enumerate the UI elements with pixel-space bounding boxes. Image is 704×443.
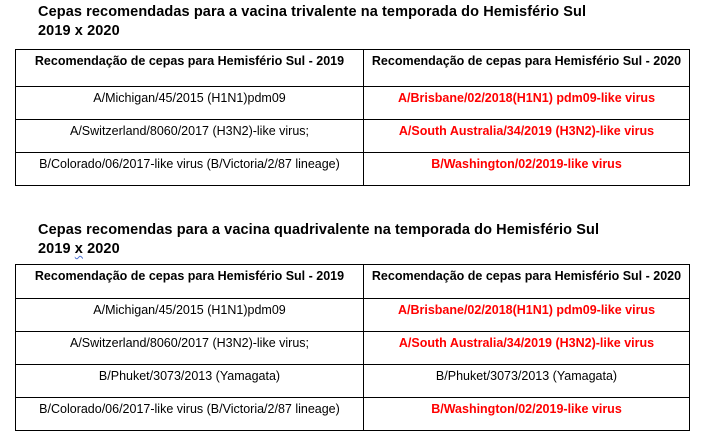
table-row [16, 332, 690, 365]
table-header-row [16, 265, 690, 299]
strain-2020-cell: A/Brisbane/02/2018(H1N1) pdm09-like virus [364, 299, 690, 332]
trivalent-strain-table [15, 49, 690, 186]
table-row [16, 153, 690, 186]
title-year-2019: 2019 [38, 241, 75, 257]
strain-2019-cell: A/Switzerland/8060/2017 (H3N2)-like virus; [16, 120, 364, 153]
strain-2020-cell: B/Phuket/3073/2013 (Yamagata) [364, 365, 690, 398]
quadrivalent-title-line2 [38, 240, 599, 259]
table-row [16, 120, 690, 153]
spellcheck-underlined-x: x [74, 241, 83, 257]
table-row [16, 87, 690, 120]
trivalent-title-line2: 2019 x 2020 [38, 23, 120, 39]
strain-2020-cell: B/Washington/02/2019-like virus [364, 153, 690, 186]
strain-2019-cell: A/Michigan/45/2015 (H1N1)pdm09 [16, 299, 364, 332]
strain-2019-cell: B/Colorado/06/2017-like virus (B/Victoria/2/87 lineage) [16, 153, 364, 186]
strain-2019-cell: A/Michigan/45/2015 (H1N1)pdm09 [16, 87, 364, 120]
table-row [16, 398, 690, 431]
strain-2019-cell: B/Phuket/3073/2013 (Yamagata) [16, 365, 364, 398]
title-year-2020: 2020 [82, 241, 120, 257]
trivalent-title-line1: Cepas recomendadas para a vacina trivalente na temporada do Hemisfério Sul [38, 4, 587, 20]
header-2020: Recomendação de cepas para Hemisfério Sul - 2020 [364, 265, 690, 299]
strain-2020-cell: A/Brisbane/02/2018(H1N1) pdm09-like virus [364, 87, 690, 120]
table-row [16, 299, 690, 332]
header-2020: Recomendação de cepas para Hemisfério Sul - 2020 [364, 50, 690, 87]
strain-2020-cell: A/South Australia/34/2019 (H3N2)-like virus [364, 332, 690, 365]
strain-2020-cell: A/South Australia/34/2019 (H3N2)-like virus [364, 120, 690, 153]
strain-2019-cell: A/Switzerland/8060/2017 (H3N2)-like virus; [16, 332, 364, 365]
header-2019: Recomendação de cepas para Hemisfério Sul - 2019 [16, 50, 364, 87]
quadrivalent-section-title [38, 221, 599, 259]
table-row [16, 365, 690, 398]
trivalent-section-title [38, 3, 586, 41]
strain-2020-cell: B/Washington/02/2019-like virus [364, 398, 690, 431]
quadrivalent-title-line1: Cepas recomendas para a vacina quadrivalente na temporada do Hemisfério Sul [38, 222, 600, 238]
table-header-row [16, 50, 690, 87]
strain-2019-cell: B/Colorado/06/2017-like virus (B/Victoria/2/87 lineage) [16, 398, 364, 431]
header-2019: Recomendação de cepas para Hemisfério Sul - 2019 [16, 265, 364, 299]
quadrivalent-strain-table [15, 264, 690, 431]
